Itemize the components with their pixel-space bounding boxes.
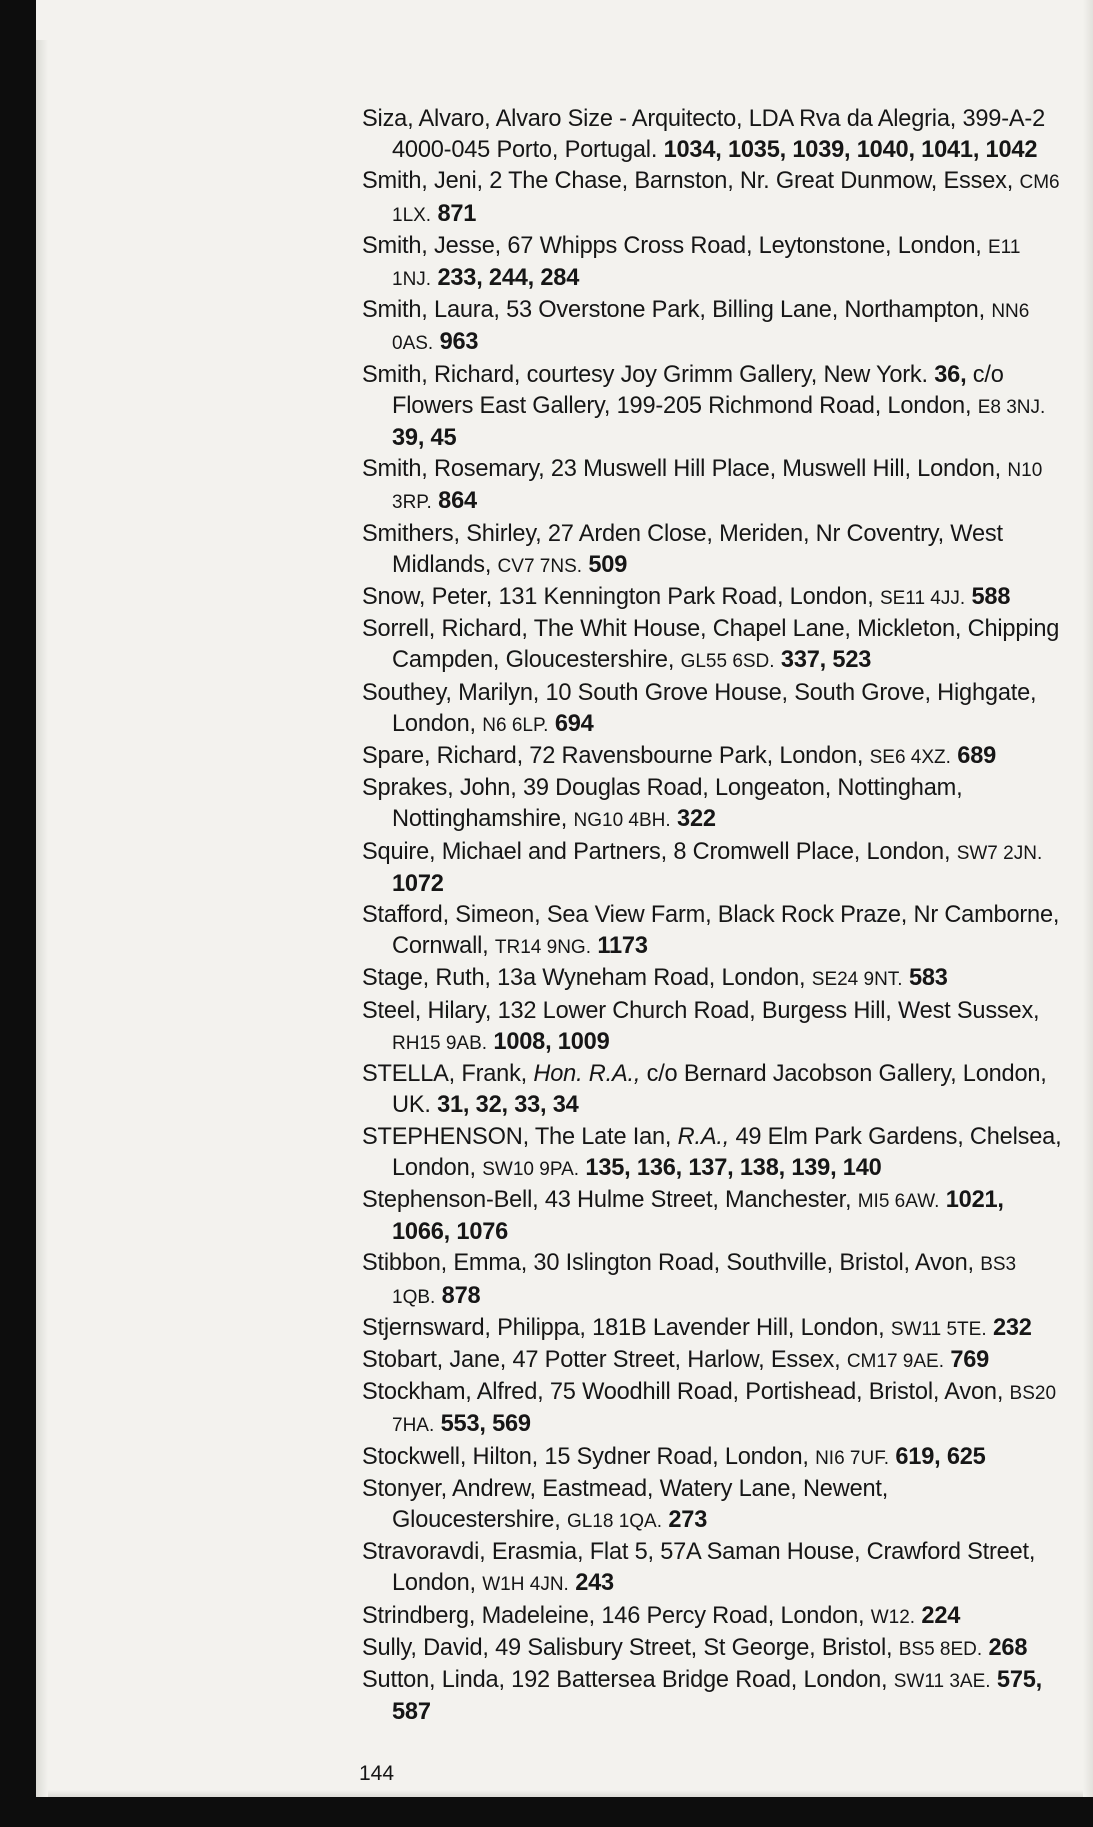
entry-name: Smith, Richard, bbox=[362, 361, 521, 388]
entry-refs: 1021, 1066, 1076 bbox=[392, 1186, 1004, 1246]
entry-postcode: W1H 4JN. bbox=[482, 1574, 569, 1596]
entry-postcode: SW10 9PA. bbox=[482, 1158, 580, 1180]
index-entry bbox=[362, 1313, 1062, 1345]
entry-postcode: SW11 5TE. bbox=[890, 1318, 987, 1340]
entry-postcode: NG10 4BH. bbox=[573, 810, 671, 832]
entry-refs: 878 bbox=[441, 1282, 481, 1309]
index-entry bbox=[362, 454, 1062, 518]
entry-name: Stobart, Jane, bbox=[362, 1346, 507, 1373]
entry-name: Stibbon, Emma, bbox=[362, 1250, 528, 1277]
entry-name: Smith, Laura, bbox=[362, 297, 500, 324]
entry-refs: 575, 587 bbox=[392, 1666, 1043, 1726]
index-entry bbox=[362, 1442, 1062, 1474]
index-entry bbox=[362, 996, 1062, 1059]
entry-name: Siza, Alvaro, bbox=[362, 106, 491, 132]
entry-postcode: TR14 9NG. bbox=[494, 937, 591, 959]
entry-postcode: N6 6LP. bbox=[482, 714, 549, 736]
entry-address: 72 Ravensbourne Park, London, bbox=[529, 743, 864, 770]
index-entry bbox=[362, 295, 1062, 359]
entry-address: 15 Sydner Road, London, bbox=[544, 1443, 809, 1470]
entry-refs: 1034, 1035, 1039, 1040, 1041, 1042 bbox=[663, 137, 1038, 164]
entry-name: Stjernsward, Philippa, bbox=[362, 1314, 586, 1341]
entry-name: Smithers, Shirley, bbox=[362, 520, 542, 547]
index-entry bbox=[362, 1248, 1062, 1312]
entry-refs: 963 bbox=[439, 329, 479, 356]
entry-refs: 268 bbox=[988, 1634, 1028, 1661]
entry-postcode: NI6 7UF. bbox=[815, 1447, 889, 1469]
index-entry bbox=[362, 166, 1062, 230]
entry-address: 49 Elm Park Gardens, Chelsea, London, bbox=[392, 1123, 1062, 1181]
entry-address: 39 Douglas Road, Longeaton, Nottingham, Nottinghamshire, bbox=[392, 775, 963, 833]
entry-postcode: BS5 8ED. bbox=[898, 1638, 983, 1660]
entry-address: 2 The Chase, Barnston, Nr. Great Dunmow, Essex, bbox=[489, 168, 1014, 195]
index-entry bbox=[362, 614, 1062, 677]
entry-refs: 864 bbox=[438, 488, 477, 515]
entry-refs: 135, 136, 137, 138, 139, 140 bbox=[585, 1154, 882, 1181]
entry-refs2: 39, 45 bbox=[392, 425, 457, 452]
index-entry bbox=[362, 837, 1062, 900]
entry-name: Sprakes, John, bbox=[362, 775, 517, 802]
index-entry bbox=[362, 1665, 1062, 1728]
entry-postcode: E11 1NJ. bbox=[392, 236, 1021, 291]
entry-address: Sea View Farm, Black Rock Praze, Nr Camborne, Cornwall, bbox=[392, 902, 1060, 960]
entry-refs: 553, 569 bbox=[440, 1411, 531, 1438]
entry-name: Steel, Hilary, bbox=[362, 997, 492, 1024]
entry-postcode: W12. bbox=[870, 1606, 916, 1628]
entry-address: 47 Potter Street, Harlow, Essex, bbox=[512, 1346, 841, 1373]
index-entry bbox=[362, 1377, 1062, 1441]
entry-postcode: SW11 3AE. bbox=[893, 1670, 991, 1692]
entry-postcode: SE24 9NT. bbox=[811, 969, 903, 991]
entry-title: Hon. R.A., bbox=[533, 1061, 641, 1088]
entry-refs: 694 bbox=[554, 710, 594, 737]
entry-title: R.A., bbox=[677, 1123, 730, 1150]
entry-name: Squire, Michael and Partners, bbox=[362, 838, 668, 865]
entry-postcode: BS20 7HA. bbox=[392, 1383, 1057, 1437]
entry-postcode2: E8 3NJ. bbox=[977, 396, 1046, 418]
entry-name: Strindberg, Madeleine, bbox=[362, 1602, 595, 1629]
entry-name: Southey, Marilyn, bbox=[362, 679, 540, 706]
entry-address: Alvaro Size - Arquitecto, LDA Rva da Alegria, 399-A-2 4000-045 Porto, Portugal. bbox=[392, 106, 1045, 164]
entry-address: 49 Salisbury Street, St George, Bristol, bbox=[495, 1634, 893, 1661]
entry-address: 13a Wyneham Road, London, bbox=[497, 965, 806, 992]
index-entry bbox=[362, 1537, 1062, 1600]
entry-name: Stockwell, Hilton, bbox=[362, 1443, 539, 1470]
entry-postcode: GL55 6SD. bbox=[680, 651, 775, 673]
index-entry bbox=[362, 104, 1062, 166]
entry-refs: 337, 523 bbox=[780, 647, 872, 674]
index-entry bbox=[362, 678, 1062, 741]
entry-name: Spare, Richard, bbox=[362, 743, 523, 770]
entry-address: 30 Islington Road, Southville, Bristol, Avon, bbox=[533, 1250, 974, 1277]
entry-address: 43 Hulme Street, Manchester, bbox=[544, 1186, 852, 1213]
entry-postcode: N10 3RP. bbox=[392, 460, 1043, 514]
entry-refs: 1173 bbox=[597, 933, 648, 960]
index-entry bbox=[362, 1633, 1062, 1665]
entry-address: 146 Percy Road, London, bbox=[601, 1602, 865, 1629]
entry-postcode: RH15 9AB. bbox=[392, 1032, 488, 1054]
entry-postcode: CV7 7NS. bbox=[497, 555, 583, 577]
entry-address: 131 Kennington Park Road, London, bbox=[498, 584, 874, 611]
entry-address: Flat 5, 57A Saman House, Crawford Street, London, bbox=[392, 1539, 1036, 1597]
entry-name: Sorrell, Richard, bbox=[362, 616, 528, 643]
entry-name: Smith, Rosemary, bbox=[362, 456, 545, 483]
page-spine-shadow bbox=[36, 40, 48, 1797]
index-entry bbox=[362, 900, 1062, 963]
index-entry bbox=[362, 773, 1062, 836]
entry-address: courtesy Joy Grimm Gallery, New York. bbox=[526, 361, 928, 388]
entry-postcode: CM6 1LX. bbox=[392, 172, 1060, 226]
entry-name: Smith, Jeni, bbox=[362, 168, 483, 195]
entry-name: Snow, Peter, bbox=[362, 584, 493, 611]
entry-address: The Whit House, Chapel Lane, Mickleton, Chipping Campden, Gloucestershire, bbox=[392, 616, 1060, 674]
entry-refs: 619, 625 bbox=[895, 1443, 986, 1470]
entry-name: Stravoravdi, Erasmia, bbox=[362, 1539, 584, 1566]
entry-postcode: MI5 6AW. bbox=[857, 1190, 940, 1212]
index-entry bbox=[362, 963, 1062, 995]
entry-refs: 871 bbox=[437, 200, 477, 227]
index-entry bbox=[362, 1345, 1062, 1377]
entry-address: 8 Cromwell Place, London, bbox=[673, 838, 951, 865]
index-entry bbox=[362, 231, 1062, 295]
entry-refs: 273 bbox=[668, 1506, 708, 1533]
entry-address: 53 Overstone Park, Billing Lane, Northampton, bbox=[506, 297, 985, 324]
entry-refs: 583 bbox=[908, 965, 948, 992]
entry-address: 75 Woodhill Road, Portishead, Bristol, Avon, bbox=[549, 1379, 1004, 1406]
entry-postcode: NN6 0AS. bbox=[392, 301, 1030, 355]
index-entry bbox=[362, 1122, 1062, 1185]
entry-name: Stonyer, Andrew, bbox=[362, 1475, 536, 1502]
entry-address: 23 Muswell Hill Place, Muswell Hill, London, bbox=[550, 456, 1002, 483]
entry-refs: 509 bbox=[588, 551, 628, 578]
entry-address: 132 Lower Church Road, Burgess Hill, West Sussex, bbox=[497, 997, 1040, 1024]
page-number: 144 bbox=[359, 1762, 395, 1785]
entry-refs: 1072 bbox=[392, 870, 444, 897]
entry-refs: 769 bbox=[950, 1346, 990, 1373]
entry-name: STELLA, Frank, bbox=[362, 1061, 528, 1088]
entry-postcode: BS3 1QB. bbox=[392, 1254, 1017, 1308]
entry-address: 67 Whipps Cross Road, Leytonstone, London, bbox=[507, 232, 982, 259]
entry-name: Sully, David, bbox=[362, 1634, 489, 1661]
entry-name: Sutton, Linda, bbox=[362, 1666, 505, 1693]
entry-refs: 322 bbox=[677, 806, 716, 833]
entry-address2: c/o Flowers East Gallery, 199-205 Richmond Road, London, bbox=[392, 361, 1004, 419]
index-entry bbox=[362, 360, 1062, 455]
index-entry bbox=[362, 741, 1062, 773]
entry-refs: 1008, 1009 bbox=[493, 1028, 610, 1055]
entry-address: 181B Lavender Hill, London, bbox=[592, 1314, 885, 1341]
entry-refs: 224 bbox=[921, 1602, 961, 1629]
entry-postcode: CM17 9AE. bbox=[846, 1350, 944, 1372]
entry-address: Eastmead, Watery Lane, Newent, Gloucestershire, bbox=[392, 1475, 889, 1533]
entry-refs: 36, bbox=[934, 361, 967, 388]
entry-name: STEPHENSON, The Late Ian, bbox=[362, 1123, 672, 1150]
entry-address: 10 South Grove House, South Grove, Highgate, London, bbox=[392, 679, 1037, 737]
entry-name: Stockham, Alfred, bbox=[362, 1379, 544, 1406]
entry-postcode: SE6 4XZ. bbox=[869, 747, 951, 769]
page-bottom-edge bbox=[48, 1790, 1093, 1797]
entry-name: Smith, Jesse, bbox=[362, 232, 502, 259]
entry-postcode: GL18 1QA. bbox=[566, 1510, 663, 1532]
index-entry bbox=[362, 1185, 1062, 1248]
entry-name: Stafford, Simeon, bbox=[362, 902, 541, 929]
entry-refs: 689 bbox=[957, 743, 997, 770]
entry-address: 27 Arden Close, Meriden, Nr Coventry, West Midlands, bbox=[392, 520, 1003, 578]
index-entry bbox=[362, 519, 1062, 582]
entry-address: 192 Battersea Bridge Road, London, bbox=[511, 1666, 888, 1693]
entry-postcode: SW7 2JN. bbox=[956, 842, 1043, 864]
index-entry bbox=[362, 1059, 1062, 1121]
page-right-edge bbox=[1083, 0, 1093, 1797]
entry-postcode: SE11 4JJ. bbox=[879, 588, 966, 610]
entry-name: Stephenson-Bell, bbox=[362, 1186, 539, 1213]
entry-refs: 588 bbox=[971, 584, 1011, 611]
entry-name: Stage, Ruth, bbox=[362, 965, 491, 992]
entry-refs: 233, 244, 284 bbox=[437, 265, 580, 292]
entry-refs: 232 bbox=[992, 1314, 1032, 1341]
index-entry bbox=[362, 1601, 1062, 1633]
entry-refs: 243 bbox=[575, 1570, 614, 1597]
index-entry bbox=[362, 1474, 1062, 1537]
entry-refs: 31, 32, 33, 34 bbox=[437, 1092, 579, 1119]
index-entries bbox=[362, 104, 1062, 1728]
entry-address: c/o Bernard Jacobson Gallery, London, UK. bbox=[392, 1061, 1047, 1119]
index-entry bbox=[362, 582, 1062, 614]
